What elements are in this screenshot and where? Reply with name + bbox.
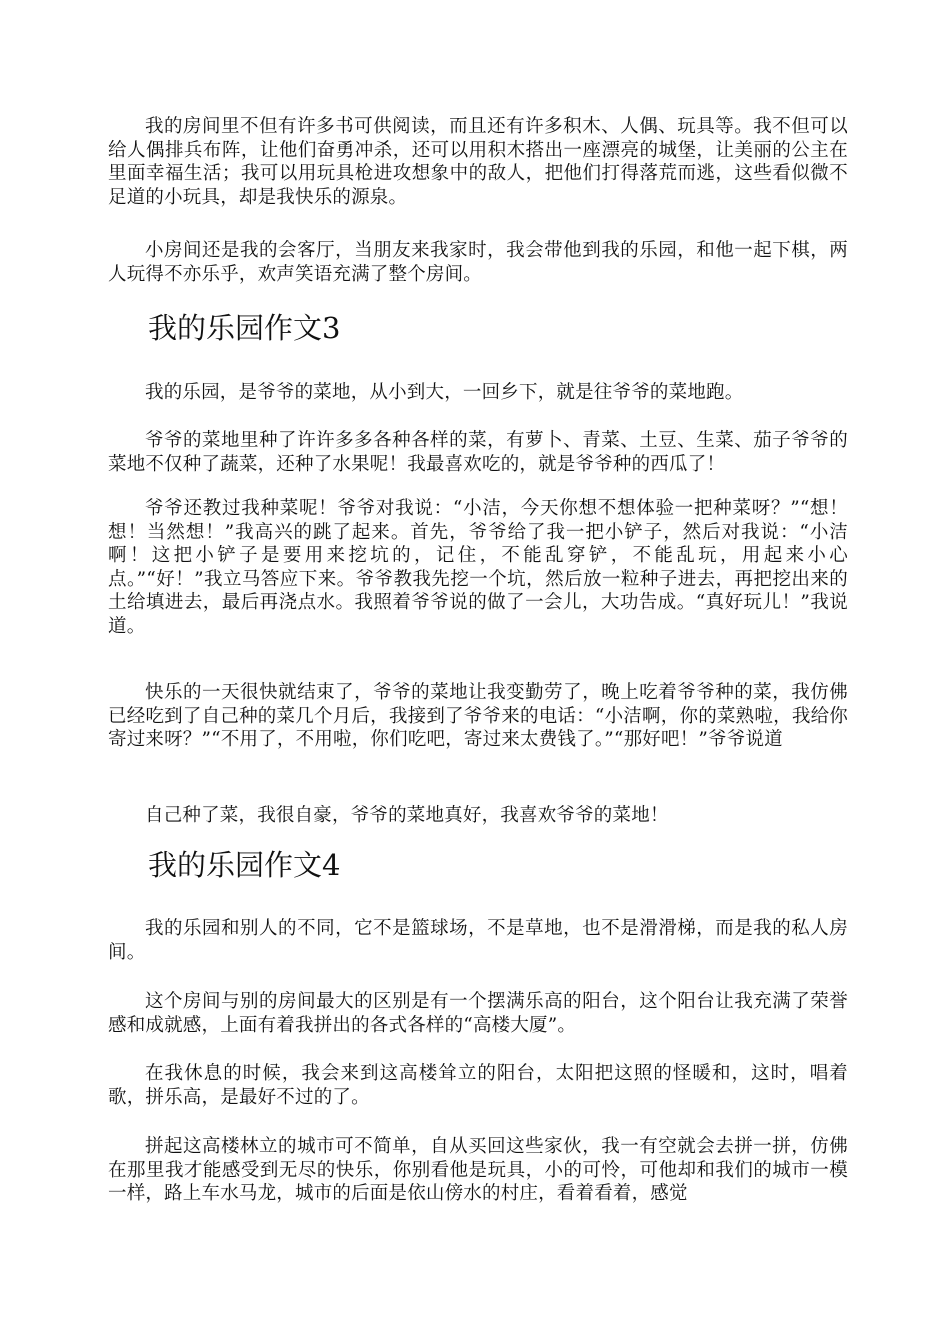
paragraph: 爷爷还教过我种菜呢！爷爷对我说：“小洁，今天你想不想体验一把种菜呀？”“想！想！当然想！”我高兴的跳了起来。首先，爷爷给了我一把小铲子，然后对我说：“小洁啊！这把小铲子是要用来挖坑的，记住，不能乱穿铲，不能乱玩，用起来小心点。”“好！”我立马答应下来。爷爷教我先挖一个坑，然后放一粒种子进去，再把挖出来的土给填进去，最后再浇点水。我照着爷爷说的做了一会儿，大功告成。“真好玩儿！”我说道。 [108,498,849,637]
paragraph: 爷爷的菜地里种了许许多多各种各样的菜，有萝卜、青菜、土豆、生菜、茄子爷爷的菜地不仅种了蔬菜，还种了水果呢！我最喜欢吃的，就是爷爷种的西瓜了！ [108,430,848,475]
paragraph: 我的房间里不但有许多书可供阅读，而且还有许多积木、人偶、玩具等。我不但可以给人偶排兵布阵，让他们奋勇冲杀，还可以用积木搭出一座漂亮的城堡，让美丽的公主在里面幸福生活；我可以用玩具枪进攻想象中的敌人，把他们打得落荒而逃，这些看似微不足道的小玩具，却是我快乐的源泉。 [108,116,848,208]
section-heading: 我的乐园作文4 [148,848,341,882]
section-heading: 我的乐园作文3 [148,311,341,345]
paragraph: 我的乐园，是爷爷的菜地，从小到大，一回乡下，就是往爷爷的菜地跑。 [145,382,744,403]
paragraph: 快乐的一天很快就结束了，爷爷的菜地让我变勤劳了，晚上吃着爷爷种的菜，我仿佛已经吃到了自己种的菜几个月后，我接到了爷爷来的电话：“小洁啊，你的菜熟啦，我给你寄过来呀？”“不用了，不用啦，你们吃吧，寄过来太费钱了。”“那好吧！”爷爷说道 [108,682,848,750]
paragraph: 拼起这高楼林立的城市可不简单，自从买回这些家伙，我一有空就会去拼一拼，仿佛在那里我才能感受到无尽的快乐，你别看他是玩具，小的可怜，可他却和我们的城市一模一样，路上车水马龙，城市的后面是依山傍水的村庄，看着看着，感觉 [108,1136,848,1204]
paragraph: 这个房间与别的房间最大的区别是有一个摆满乐高的阳台，这个阳台让我充满了荣誉感和成就感，上面有着我拼出的各式各样的“高楼大厦”。 [108,991,848,1036]
paragraph: 自己种了菜，我很自豪，爷爷的菜地真好，我喜欢爷爷的菜地！ [145,805,669,826]
paragraph: 我的乐园和别人的不同，它不是篮球场，不是草地，也不是滑滑梯，而是我的私人房间。 [108,918,848,963]
paragraph: 在我休息的时候，我会来到这高楼耸立的阳台，太阳把这照的怪暖和，这时，唱着歌，拼乐高，是最好不过的了。 [108,1063,848,1108]
paragraph: 小房间还是我的会客厅，当朋友来我家时，我会带他到我的乐园，和他一起下棋，两人玩得不亦乐乎，欢声笑语充满了整个房间。 [108,240,848,285]
